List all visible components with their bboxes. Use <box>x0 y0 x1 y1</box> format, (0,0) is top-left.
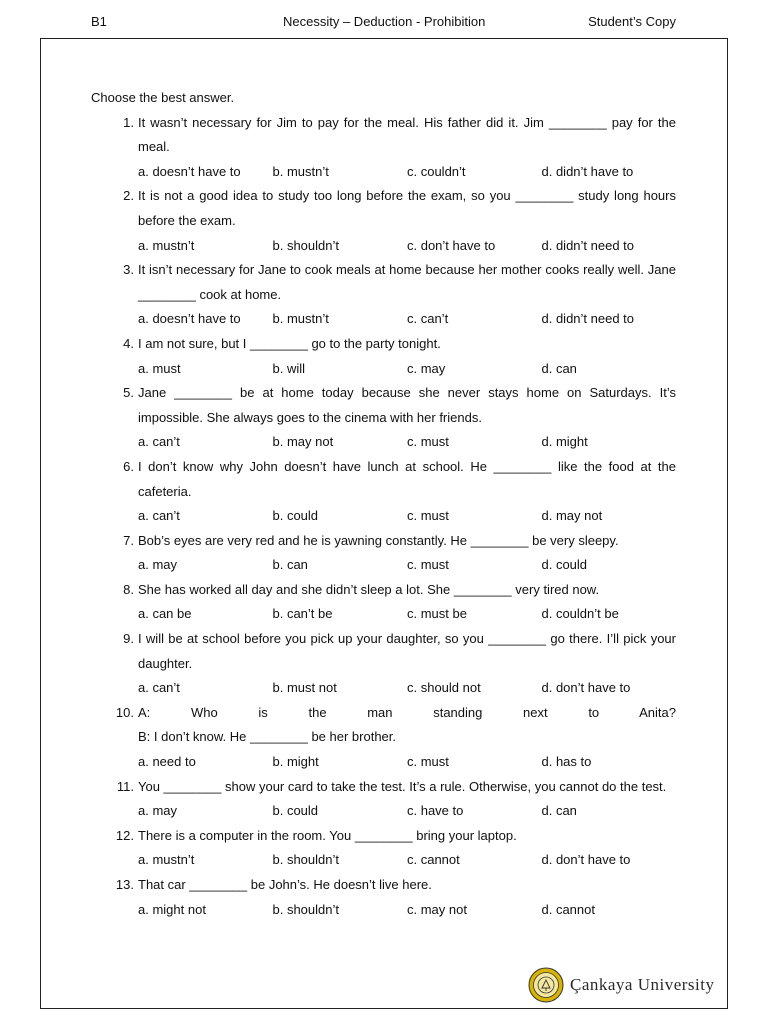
question-item <box>91 258 676 332</box>
answer-options <box>138 799 676 824</box>
question-text <box>138 111 676 160</box>
question-number: 6. <box>123 458 134 474</box>
question-item <box>91 578 676 627</box>
question-number: 9. <box>123 631 134 647</box>
answer-option[interactable]: d. has to <box>541 754 592 770</box>
worksheet-title: Necessity – Deduction - Prohibition <box>283 14 486 29</box>
answer-option[interactable]: b. may not <box>272 434 334 450</box>
question-item <box>91 627 676 701</box>
question-item <box>91 455 676 529</box>
question-text <box>138 578 676 603</box>
question-text-line: That car ________ be John’s. He doesn’t live here. <box>138 877 432 892</box>
question-text-line: before the exam. <box>138 212 236 228</box>
answer-option[interactable]: d. didn’t need to <box>541 311 635 327</box>
answer-options <box>138 848 676 873</box>
question-number: 13. <box>115 877 134 892</box>
question-text-line: It isn’t necessary for Jane to cook meals at home because her mother cooks really well. Jane <box>138 262 676 278</box>
answer-option[interactable]: c. don’t have to <box>407 237 496 253</box>
question-number: 3. <box>123 262 134 278</box>
question-text-line: It is not a good idea to study too long before the exam, so you ________ study long hours <box>138 188 676 204</box>
answer-options <box>138 553 676 578</box>
question-item <box>91 873 676 922</box>
question-text-line: She has worked all day and she didn’t sleep a lot. She ________ very tired now. <box>138 581 600 597</box>
answer-option[interactable]: b. shouldn’t <box>272 237 339 253</box>
answer-option[interactable]: b. shouldn’t <box>272 901 339 917</box>
answer-option[interactable]: b. could <box>272 508 319 524</box>
question-number: 10. <box>115 704 134 720</box>
question-item <box>91 701 676 775</box>
answer-option[interactable]: d. don’t have to <box>541 852 631 868</box>
answer-options <box>138 602 676 627</box>
answer-option[interactable]: d. might <box>541 434 588 450</box>
answer-option[interactable]: d. couldn’t be <box>541 606 619 622</box>
answer-option[interactable]: d. cannot <box>541 901 595 917</box>
question-number: 11. <box>116 778 134 794</box>
question-item <box>91 775 676 824</box>
answer-options <box>138 357 676 382</box>
answer-option[interactable]: c. couldn’t <box>407 163 466 179</box>
answer-option[interactable]: a. can’t <box>138 508 180 524</box>
answer-option[interactable]: c. cannot <box>407 852 460 868</box>
question-text-line: B: I don’t know. He ________ be her brother. <box>138 729 397 745</box>
answer-option[interactable]: c. can’t <box>407 311 449 327</box>
question-text-line: meal. <box>138 139 170 155</box>
answer-option[interactable]: c. must <box>407 557 449 573</box>
question-text <box>138 824 676 849</box>
answer-option[interactable]: c. should not <box>407 680 481 696</box>
question-text <box>138 775 676 800</box>
question-text <box>138 529 676 554</box>
university-logo <box>528 967 720 1003</box>
answer-option[interactable]: a. need to <box>138 754 196 770</box>
question-number: 12. <box>115 827 134 843</box>
question-number: 7. <box>123 532 134 548</box>
answer-option[interactable]: b. mustn’t <box>272 311 329 327</box>
answer-options <box>138 676 676 701</box>
question-text-line: I don’t know why John doesn’t have lunch at school. He ________ like the food at the <box>138 458 676 474</box>
answer-option[interactable]: c. may not <box>407 901 467 917</box>
question-text-line: You ________ show your card to take the test. It’s a rule. Otherwise, you cannot do the test. <box>138 778 667 794</box>
question-item <box>91 381 676 455</box>
answer-option[interactable]: b. could <box>272 803 319 819</box>
question-text <box>138 627 676 676</box>
copy-label: Student’s Copy <box>588 14 676 29</box>
answer-option[interactable]: d. can <box>541 803 577 819</box>
university-seal-icon <box>528 967 564 1003</box>
answer-option[interactable]: c. must <box>407 434 449 450</box>
question-item <box>91 111 676 185</box>
question-text-line: Bob’s eyes are very red and he is yawning constantly. He ________ be very sleepy. <box>138 532 619 548</box>
answer-option[interactable]: a. mustn’t <box>138 852 195 868</box>
page-header <box>0 14 768 32</box>
answer-option[interactable]: a. doesn’t have to <box>138 163 241 179</box>
answer-option[interactable]: a. might not <box>138 901 206 917</box>
answer-options <box>138 160 676 185</box>
question-text <box>138 332 676 357</box>
question-text <box>138 184 676 233</box>
answer-option[interactable]: b. will <box>272 360 306 376</box>
answer-option[interactable]: a. may <box>138 557 178 573</box>
question-text <box>138 455 676 504</box>
question-text-line: impossible. She always goes to the cinema with her friends. <box>138 409 482 425</box>
question-text-line: A: Who is the man standing next to Anita? <box>138 704 676 720</box>
question-item <box>91 529 676 578</box>
answer-option[interactable]: c. may <box>407 360 446 376</box>
answer-options <box>138 898 676 923</box>
answer-option[interactable]: a. mustn’t <box>138 237 195 253</box>
question-text-line: There is a computer in the room. You ________ bring your laptop. <box>138 827 517 843</box>
question-item <box>91 184 676 258</box>
question-text <box>138 873 676 898</box>
question-list <box>91 111 676 923</box>
question-text <box>138 701 676 750</box>
question-number: 5. <box>123 385 134 401</box>
worksheet-body <box>91 86 676 922</box>
answer-options <box>138 504 676 529</box>
answer-option[interactable]: d. can <box>541 360 577 376</box>
answer-option[interactable]: a. may <box>138 803 178 819</box>
answer-option[interactable]: a. can’t <box>138 680 180 696</box>
answer-option[interactable]: d. don’t have to <box>541 680 631 696</box>
instruction-text: Choose the best answer. <box>91 90 235 105</box>
answer-option[interactable]: a. can be <box>138 606 192 622</box>
answer-option[interactable]: b. might <box>272 754 319 770</box>
answer-option[interactable]: b. mustn’t <box>272 163 329 179</box>
answer-options <box>138 750 676 775</box>
question-number: 4. <box>123 335 134 351</box>
answer-option[interactable]: c. must be <box>407 606 467 622</box>
question-text-line: It wasn’t necessary for Jim to pay for the meal. His father did it. Jim ________ pay for the <box>138 114 676 130</box>
answer-option[interactable]: d. didn’t need to <box>541 237 635 253</box>
answer-option[interactable]: d. could <box>541 557 588 573</box>
question-number: 2. <box>123 188 134 204</box>
question-text <box>138 258 676 307</box>
answer-option[interactable]: a. can’t <box>138 434 180 450</box>
answer-options <box>138 234 676 259</box>
question-text <box>138 381 676 430</box>
question-text-line: cafeteria. <box>138 483 192 499</box>
answer-option[interactable]: b. shouldn’t <box>272 852 339 868</box>
answer-option[interactable]: b. can’t be <box>272 606 333 622</box>
answer-options <box>138 430 676 455</box>
question-text-line: ________ cook at home. <box>138 286 282 302</box>
question-text-line: I will be at school before you pick up your daughter, so you ________ go there. I’ll pick your <box>138 631 676 647</box>
level-label: B1 <box>91 14 107 29</box>
university-name: Çankaya University <box>570 975 715 994</box>
answer-option[interactable]: d. may not <box>541 508 603 524</box>
question-number: 1. <box>123 114 134 130</box>
answer-option[interactable]: b. can <box>272 557 308 573</box>
question-text-line: I am not sure, but I ________ go to the party tonight. <box>138 335 441 351</box>
answer-option[interactable]: c. must <box>407 754 449 770</box>
question-text-line: daughter. <box>138 655 193 671</box>
question-item <box>91 824 676 873</box>
question-text-line: Jane ________ be at home today because she never stays home on Saturdays. It’s <box>138 385 676 401</box>
answer-option[interactable]: a. doesn’t have to <box>138 311 241 327</box>
question-number: 8. <box>123 581 134 597</box>
question-item <box>91 332 676 381</box>
answer-option[interactable]: c. must <box>407 508 449 524</box>
answer-option[interactable]: d. didn’t have to <box>541 163 634 179</box>
answer-options <box>138 307 676 332</box>
answer-option[interactable]: c. have to <box>407 803 464 819</box>
answer-option[interactable]: b. must not <box>272 680 337 696</box>
answer-option[interactable]: a. must <box>138 360 181 376</box>
